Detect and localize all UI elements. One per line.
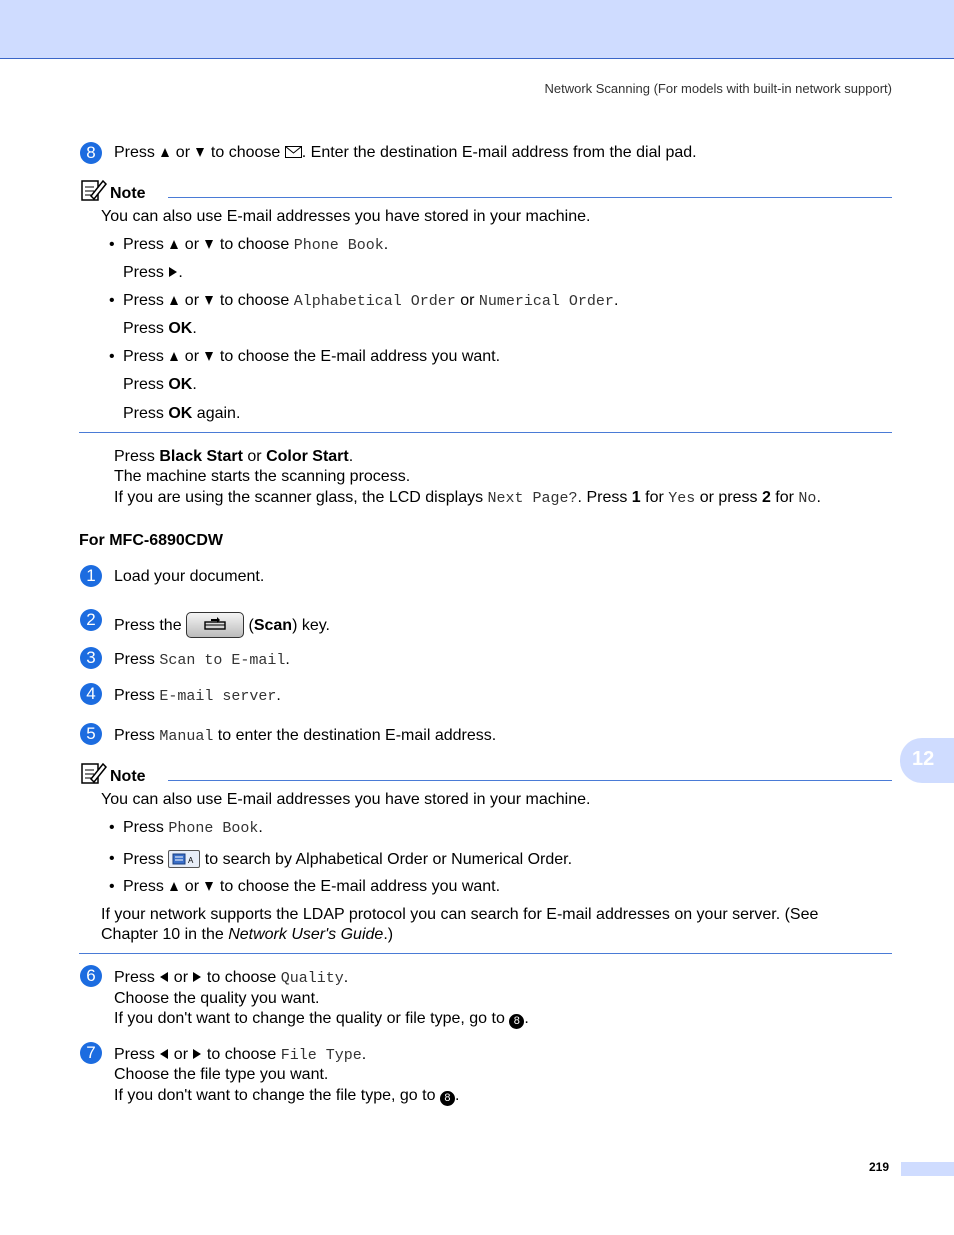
up-arrow-icon (170, 882, 178, 891)
step-ref-8[interactable]: 8 (509, 1014, 524, 1029)
step-number: 4 (80, 683, 102, 705)
down-arrow-icon (205, 240, 213, 249)
note-pencil-icon (81, 178, 107, 202)
page-number-bar (901, 1162, 954, 1176)
step-6-line-1: Press or to choose Quality. (114, 969, 349, 987)
note-bullet-2: • Press or to choose Alphabetical Order or Numerical Order. (123, 292, 618, 310)
step-3-text: Press Scan to E-mail. (114, 651, 290, 669)
down-arrow-icon (205, 352, 213, 361)
note-title: Note (110, 185, 146, 202)
note-intro: You can also use E-mail addresses you have stored in your machine. (101, 208, 591, 225)
step-9-line-2: The machine starts the scanning process. (114, 468, 411, 485)
note-bullet-2: • Press A to search by Alphabetical Order or Numerical Order. (123, 850, 572, 869)
note-bullet-1-line-2: Press . (123, 264, 183, 281)
chapter-number: 12 (912, 748, 935, 770)
note-rule-bottom (79, 953, 892, 954)
step-4-text: Press E-mail server. (114, 687, 281, 705)
right-arrow-icon (169, 267, 177, 277)
left-arrow-icon (160, 1049, 168, 1059)
right-arrow-icon (193, 1049, 201, 1059)
note-paragraph-line-2: Chapter 10 in the Network User's Guide.) (101, 926, 394, 943)
step-number: 2 (80, 609, 102, 631)
down-arrow-icon (196, 148, 204, 157)
note-rule-bottom (79, 432, 892, 433)
note-rule-top (168, 780, 892, 781)
step-9-line-1: Press Black Start or Color Start. (114, 448, 354, 465)
down-arrow-icon (205, 882, 213, 891)
chapter-tab (900, 738, 954, 783)
step-2-text: Press the (Scan) key. (114, 612, 330, 638)
up-arrow-icon (170, 240, 178, 249)
step-number: 8 (80, 142, 102, 164)
step-8-text: Press or to choose . Enter the destination E-mail address from the dial pad. (114, 144, 697, 161)
top-band (0, 0, 954, 59)
step-number: 6 (80, 965, 102, 987)
step-number: 1 (80, 565, 102, 587)
step-9-line-3: If you are using the scanner glass, the LCD displays Next Page?. Press 1 for Yes or press 2 for No. (114, 489, 821, 507)
note-bullet-3: • Press or to choose the E-mail address you want. (123, 878, 500, 896)
running-header: Network Scanning (For models with built-in network support) (544, 81, 892, 96)
step-ref-8[interactable]: 8 (440, 1091, 455, 1106)
step-7-line-2: Choose the file type you want. (114, 1066, 329, 1083)
note-rule-top (168, 197, 892, 198)
step-6-line-3: If you don't want to change the quality or file type, go to 8 . (114, 1010, 529, 1027)
note-pencil-icon (81, 761, 107, 785)
left-arrow-icon (160, 972, 168, 982)
note-bullet-1: • Press Phone Book. (123, 819, 263, 837)
step-1-text: Load your document. (114, 568, 265, 585)
up-arrow-icon (161, 148, 169, 157)
step-6-line-2: Choose the quality you want. (114, 990, 320, 1007)
step-7-line-1: Press or to choose File Type. (114, 1046, 367, 1064)
step-number: 7 (80, 1042, 102, 1064)
envelope-icon (285, 146, 302, 158)
up-arrow-icon (170, 352, 178, 361)
step-number: 5 (80, 723, 102, 745)
step-number: 3 (80, 647, 102, 669)
note-bullet-3: • Press or to choose the E-mail address you want. (123, 348, 500, 366)
note-bullet-1: • Press or to choose Phone Book. (123, 236, 388, 254)
note-title: Note (110, 768, 146, 785)
note-bullet-2-line-2: Press OK. (123, 320, 197, 337)
down-arrow-icon (205, 296, 213, 305)
note-paragraph-line-1: If your network supports the LDAP protocol you can search for E-mail addresses on your server. (See (101, 906, 819, 923)
note-bullet-3-line-3: Press OK again. (123, 405, 241, 422)
step-5-text: Press Manual to enter the destination E-mail address. (114, 727, 497, 745)
scan-key-icon (186, 612, 244, 638)
page-number: 219 (869, 1160, 890, 1174)
address-book-icon (168, 850, 200, 868)
note-bullet-3-line-2: Press OK. (123, 376, 197, 393)
step-7-line-3: If you don't want to change the file type, go to 8 . (114, 1087, 460, 1104)
up-arrow-icon (170, 296, 178, 305)
svg-text:A: A (188, 856, 194, 865)
right-arrow-icon (193, 972, 201, 982)
section-heading: For MFC-6890CDW (79, 532, 224, 549)
note-intro: You can also use E-mail addresses you have stored in your machine. (101, 791, 591, 808)
